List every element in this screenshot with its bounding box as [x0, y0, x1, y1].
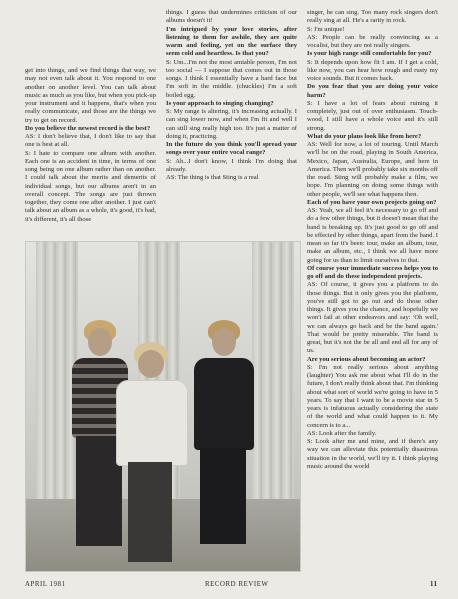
interview-question: Do you fear that you are doing your voice harm? [307, 83, 438, 99]
interview-question: Are you serious about becoming an actor? [307, 355, 426, 363]
interview-answer: AS: Well for now, a lot of touring. Until March we'll be on the road, playing in South America, Mexico, Japan, Australia, Europe, and here in America. Then we'll probably take six months off the road. Sting will probably make a film, we hope. I'm planning on doing some things with other people, we'll see what happens then. [307, 141, 438, 198]
interview-answer: S: I hate to compare one album with another. Each one is an accident in time, in terms of one song being on one album rather than on another. I could talk about the merits and demerits of individual songs, but our albums aren't in an overall concept. The songs are just thrown together, they come one after another. I just can't talk about an album as a whole, it's good, it's bad, it's different, it's all those [25, 149, 156, 223]
footer-page-number: 11 [430, 581, 438, 588]
interview-question: Of course your immediate success helps you to go off and do these independent projects. [307, 264, 438, 280]
footer-magazine-name: RECORD REVIEW [205, 581, 269, 588]
interview-answer: AS: Look after the family. [307, 429, 377, 437]
interview-answer: AS: Yeah, we all feel it's necessary to go off and do a few other things, but it doesn't mean that the band is breaking up. It's just good to go off and be effected by other things, apart from the band. I mean so far it's been: tour, make an album, tour, make an album, etc., I think we all have more going for us than to limit ourselves to that. [307, 207, 438, 264]
text-column-3 [307, 9, 438, 471]
interview-answer: things. I guess that undermines criticism of our albums doesn't it! [166, 9, 297, 25]
interview-answer: S: I'm not really serious about anything (laughter) You ask me about what I'll do in the future, I don't really think about that. I'm thinking about what sort of world we're going to have in 5 years. To say that I want to be a movie star in 5 years is infatuous actually considering the state of the world and what could happen to it. My concern is to a... [307, 363, 438, 429]
text-column-2 [166, 9, 297, 182]
interview-question: Do you believe the newest record is the best? [25, 124, 151, 132]
interview-answer: S: Ah...I don't know, I think I'm doing that already. [166, 157, 297, 173]
interview-answer: S: I'm unique! [307, 25, 345, 33]
interview-answer: S: My range is altering, it's increasing actually. I can sing lower now, and when I'm fit and well I can still sing really high too. It's just a matter of doing it, practicing. [166, 108, 297, 140]
interview-question: Is your approach to singing changing? [166, 99, 274, 107]
band-photo [25, 241, 301, 572]
interview-answer: AS: Of course, it gives you a platform to do those things. But it only gives you the platform, you've still got to go out and do those other things. It gives you the chance, and hopefully we won't fail at other endeavors and say: 'Oh well, we can always go back and be the band again.' That would be pretty miserable. The band is great, but it's not the be all and end all for any of us. [307, 281, 438, 355]
interview-answer: AS: People can be really convincing as a vocalist, but they are not really singers. [307, 33, 438, 49]
interview-answer: S: I have a lot of fears about ruining it completely, just out of over enthusiasm. Touch-wood, I still have a whole voice and it's still strong. [307, 99, 438, 132]
interview-question: I'm intrigued by your love stories, after listening to them for awhile, they are quite warm and feeling, yet on the surface they seem cold and heartless. Is that you? [166, 25, 297, 58]
interview-answer: AS: The thing is that Sting is a real [166, 174, 259, 181]
interview-answer: S: Um...I'm not the most amiable person, I'm not too social — I suppose that comes out in those songs. I think I essentially have a hard face but I'm soft in the middle. (chuckles) I'm a soft boiled egg. [166, 58, 297, 99]
interview-answer: singer, he can sing. Too many rock singers don't really sing at all. He's a rarity in rock. [307, 9, 438, 25]
interview-question: Is your high range still comfortable for you? [307, 50, 432, 58]
interview-answer: S: It depends upon how fit I am. If I get a cold, like now, you can hear how rough and rusty my voice sounds. But it comes back. [307, 58, 438, 82]
interview-answer: S: Look after me and mine, and if there's any way we can alleviate this potentially disastrous situation in the world, we'll try it. I think playing music around the world [307, 438, 438, 470]
interview-answer: AS: I don't believe that, I don't like to say that one is best at all. [25, 133, 156, 149]
interview-question: What do your plans look like from here? [307, 132, 422, 140]
text-column-1 [25, 67, 156, 224]
interview-answer: get into things, and we find things that way, we may not even talk about it. You respond to one another on another level. You can talk about music as much as you like, but when you pick-up your instrument and it happens, that's when you really communicate, and those are the things we try to get on record. [25, 67, 156, 124]
interview-question: Each of you have your own projects going on? [307, 198, 437, 206]
footer-date: APRIL 1981 [25, 581, 66, 588]
interview-question: In the future do you think you'll spread your songs over your entire vocal range? [166, 141, 297, 157]
